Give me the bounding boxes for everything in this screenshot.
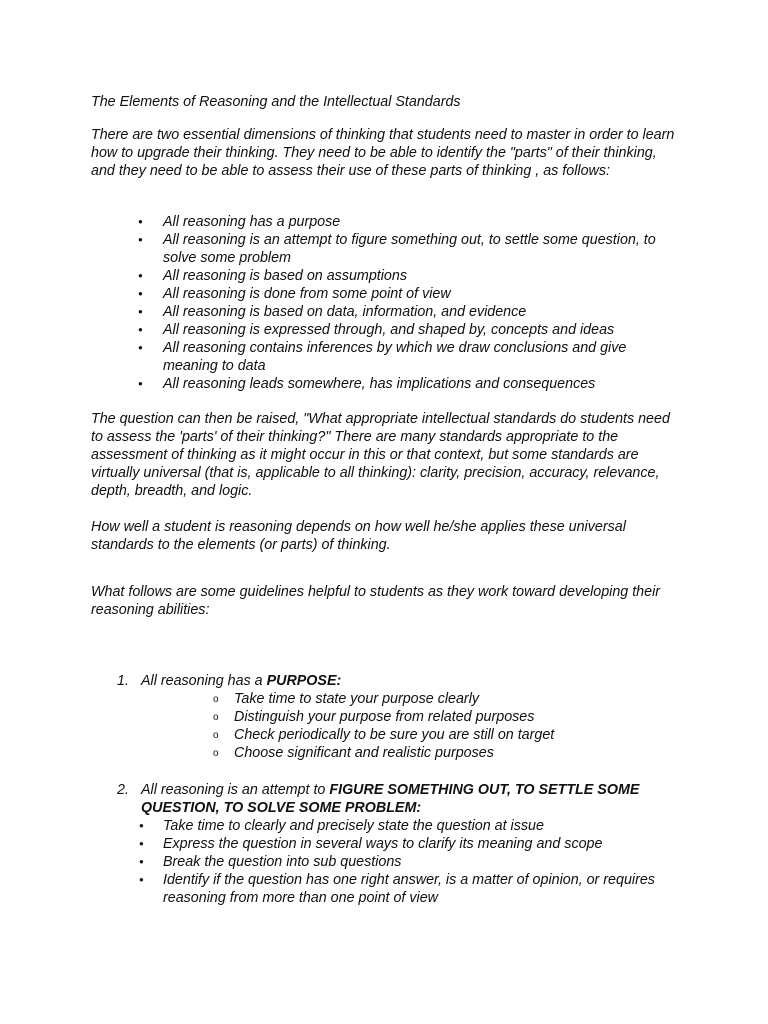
list-item: ● All reasoning is based on data, information, and evidence xyxy=(91,303,681,321)
list-item: ● All reasoning has a purpose xyxy=(91,213,681,231)
guideline-1-heading xyxy=(91,672,681,690)
guideline-lead: All reasoning has a xyxy=(141,673,267,689)
guideline-keyword: PURPOSE: xyxy=(266,673,342,689)
guideline-number: 2. xyxy=(117,782,129,798)
guideline-lead: All reasoning is an attempt to xyxy=(141,782,330,798)
list-item: o Choose significant and realistic purposes xyxy=(91,744,681,762)
guideline-keyword: FIGURE SOMETHING OUT, TO SETTLE SOME QUESTION, TO SOLVE SOME PROBLEM: xyxy=(141,782,640,816)
document-title: The Elements of Reasoning and the Intellectual Standards xyxy=(91,94,461,110)
list-item: ● All reasoning is an attempt to figure something out, to settle some question, to solve some problem xyxy=(91,231,681,267)
guidelines-intro-paragraph: What follows are some guidelines helpful to students as they work toward developing their reasoning abilities: xyxy=(91,584,661,618)
guideline-2-heading xyxy=(91,781,681,817)
list-item: ● All reasoning is based on assumptions xyxy=(91,267,681,285)
list-item: ● All reasoning is done from some point of view xyxy=(91,285,681,303)
list-item: o Distinguish your purpose from related purposes xyxy=(91,708,681,726)
list-item: ● Break the question into sub questions xyxy=(91,853,681,871)
guideline-number: 1. xyxy=(117,673,129,689)
guideline-1-list xyxy=(91,690,681,762)
how-well-paragraph: How well a student is reasoning depends on how well he/she applies these universal standards to the elements (or parts) of thinking. xyxy=(91,519,626,553)
list-item: ● Take time to clearly and precisely state the question at issue xyxy=(91,817,681,835)
list-item: o Take time to state your purpose clearly xyxy=(91,690,681,708)
list-item: o Check periodically to be sure you are still on target xyxy=(91,726,681,744)
list-item: ● Express the question in several ways to clarify its meaning and scope xyxy=(91,835,681,853)
elements-list xyxy=(91,213,681,393)
question-paragraph: The question can then be raised, "What appropriate intellectual standards do students need to assess the 'parts' of their thinking?" There are many standards appropriate to the assessment of thinking as it might occur in this or that context, but some standards are virtually universal (that is, applicable to all thinking): clarity, precision, accuracy, relevance, depth, breadth, and logic. xyxy=(91,411,670,499)
list-item: ● All reasoning leads somewhere, has implications and consequences xyxy=(91,375,681,393)
list-item: ● All reasoning is expressed through, and shaped by, concepts and ideas xyxy=(91,321,681,339)
intro-paragraph: There are two essential dimensions of thinking that students need to master in order to learn how to upgrade their thinking. They need to be able to identify the "parts" of their thinking, and they need to be able to assess their use of these parts of thinking , as follows: xyxy=(91,127,675,179)
guideline-2-list xyxy=(91,817,681,907)
list-item: ● All reasoning contains inferences by which we draw conclusions and give meaning to data xyxy=(91,339,681,375)
list-item: ● Identify if the question has one right answer, is a matter of opinion, or requires reasoning from more than one point of view xyxy=(91,871,681,907)
